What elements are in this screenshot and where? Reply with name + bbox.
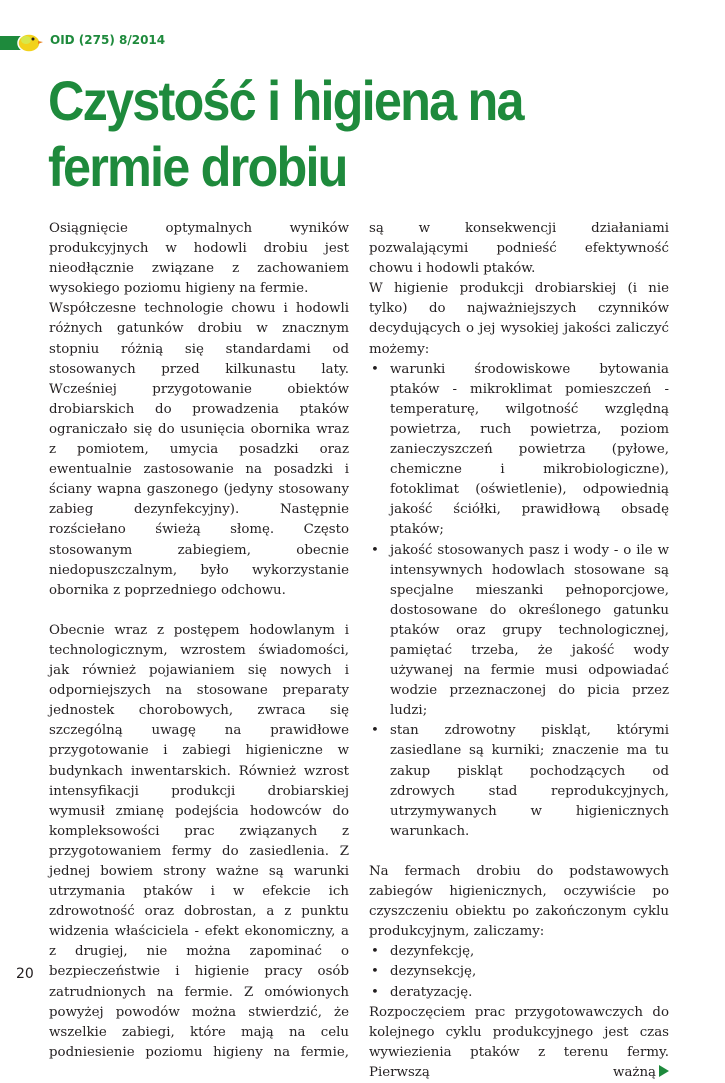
paragraph: Współczesne technologie chowu i hodowli różnych gatunków drobiu w znacznym stopniu różnią się standardami od stosowanych przed kilkunastu laty. Wcześniej przygotowanie obiektów drobiarskich do prowadzenia ptaków ograniczało się do usunięcia obornika wraz z pomiotem, umycia posadzki oraz ewentualnie zastosowanie na posadzki i ściany wapna gaszonego (jedyny stosowany zabieg dezynfekcyjny). Następnie rozściełano świeżą słomę. Często stosowanym zabiegiem, obecnie niedopuszczalnym, było wykorzystanie obornika z poprzedniego odchowu. [49, 301, 349, 598]
chick-logo-icon [14, 30, 44, 54]
list-item: • stan zdrowotny piskląt, którymi zasiedlane są kurniki; znaczenie ma tu zakup piskląt pochodzących od zdrowych stad reprodukcyjnych, utrzymywanych w higienicznych warunkach. [369, 721, 669, 842]
continue-arrow-icon [659, 1065, 669, 1077]
page-number: 20 [16, 966, 34, 982]
paragraph-text: Rozpoczęciem prac przygotowawczych do kolejnego cyklu produkcyjnego jest czas wywiezienia ptaków z terenu fermy. Pierwszą ważną [369, 1004, 669, 1080]
paragraph: Osiągnięcie optymalnych wyników produkcyjnych w hodowli drobiu jest nieodłącznie związane z zachowaniem wysokiego poziomu higieny na fermie. [49, 221, 349, 297]
list-item: • jakość stosowanych pasz i wody - o ile w intensywnych hodowlach stosowane są specjalne mieszanki pełnoporcjowe, dostosowane do określonego gatunku ptaków oraz grupy technologicznej, pamiętać trzeba, że jakość wody używanej na fermie musi odpowiadać wodzie przeznaczonej do picia przez ludzi; [369, 541, 669, 722]
right-column [369, 219, 669, 1083]
list-item: • deratyzację. [369, 983, 669, 1003]
article-title [48, 68, 624, 200]
paragraph [369, 1003, 669, 1083]
factors-list [369, 360, 669, 842]
paragraph: Na fermach drobiu do podstawowych zabiegów higienicznych, oczywiście po czyszczeniu obiektu po zakończonym cyklu produkcyjnym, zaliczamy: [369, 864, 669, 940]
journal-issue: OID (275) 8/2014 [50, 33, 166, 47]
left-column [49, 219, 349, 1063]
paragraph: W higienie produkcji drobiarskiej (i nie tylko) do najważniejszych czynników decydujących o jej wysokiej jakości zaliczyć możemy: [369, 281, 669, 357]
paragraph: są w konsekwencji działaniami pozwalającymi podnieść efektywność chowu i hodowli ptaków. [369, 221, 669, 277]
title-line-2: fermie drobiu [48, 135, 347, 198]
title-line-1: Czystość i higiena na [48, 69, 523, 132]
journal-header [0, 28, 200, 56]
treatments-list [369, 942, 669, 1002]
paragraph: Obecnie wraz z postępem hodowlanym i technologicznym, wzrostem świadomości, jak również pojawianiem się nowych i odporniejszych na stosowane preparaty jednostek chorobowych, zwraca się szczególną uwagę na prawidłowe przygotowanie i zabiegi higieniczne w budynkach inwentarskich. Również wzrost intensyfikacji produkcji drobiarskiej wymusił zmianę podejścia hodowców do kompleksowości prac związanych z przygotowaniem fermy do zasiedlenia. Z jednej bowiem strony ważne są warunki utrzymania ptaków i w efekcie ich zdrowotność oraz dobrostan, a z punktu widzenia właściciela - efekt ekonomiczny, a z drugiej, nie można zapominać o bezpieczeństwie i higienie pracy osób zatrudnionych na fermie. Z omówionych powyżej powodów można stwierdzić, że wszelkie zabiegi, które mają na celu podniesienie poziomu higieny na fermie, [49, 622, 349, 1060]
list-item: • dezynsekcję, [369, 962, 669, 982]
list-item: • dezynfekcję, [369, 942, 669, 962]
list-item: • warunki środowiskowe bytowania ptaków - mikroklimat pomieszczeń - temperaturę, wilgotność względną powietrza, ruch powietrza, poziom zanieczyszczeń powietrza (pyłowe, chemiczne i mikrobiologiczne), fotoklimat (oświetlenie), odpowiednią jakość ściółki, prawidłową obsadę ptaków; [369, 360, 669, 541]
